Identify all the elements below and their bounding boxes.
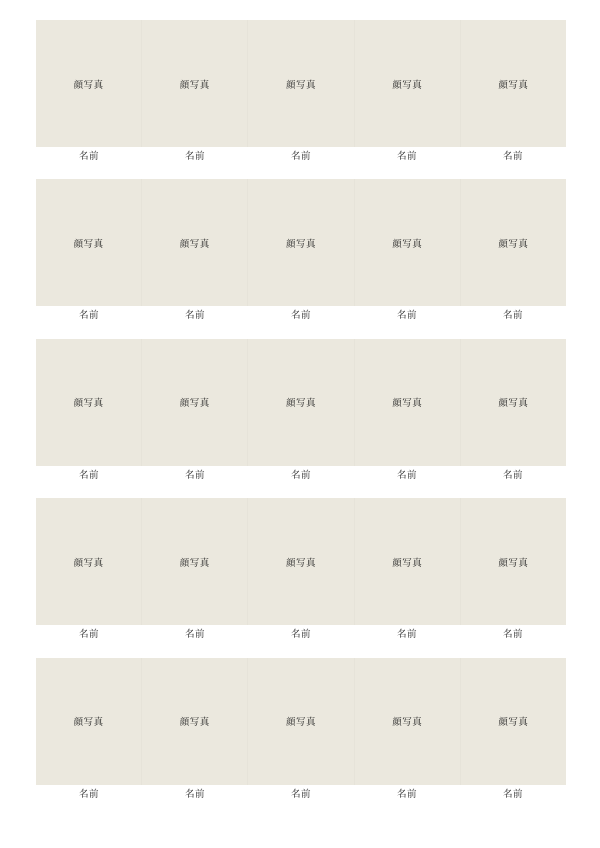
photo-placeholder-label: 顔写真 bbox=[73, 717, 104, 729]
photo-placeholder bbox=[36, 658, 142, 785]
name-field-label: 名前 bbox=[290, 629, 311, 641]
name-field bbox=[460, 785, 566, 801]
photo-placeholder bbox=[248, 498, 354, 625]
photo-placeholder bbox=[461, 339, 566, 466]
sheet-row bbox=[36, 20, 566, 179]
photo-placeholder bbox=[355, 20, 461, 147]
name-field bbox=[142, 306, 248, 322]
photo-placeholder-label: 顔写真 bbox=[179, 557, 210, 569]
photo-placeholder-label: 顔写真 bbox=[286, 717, 317, 729]
name-field bbox=[354, 147, 460, 163]
photo-placeholder-label: 顔写真 bbox=[498, 79, 529, 91]
name-field bbox=[460, 466, 566, 482]
name-field bbox=[248, 147, 354, 163]
name-field bbox=[248, 785, 354, 801]
name-field bbox=[142, 625, 248, 641]
photo-placeholder bbox=[142, 498, 248, 625]
photo-placeholder-label: 顔写真 bbox=[498, 557, 529, 569]
name-field-label: 名前 bbox=[184, 629, 205, 641]
name-field bbox=[36, 785, 142, 801]
name-field bbox=[354, 466, 460, 482]
name-field-label: 名前 bbox=[78, 469, 99, 481]
sheet-row bbox=[36, 339, 566, 498]
name-field-label: 名前 bbox=[502, 310, 523, 322]
photo-placeholder bbox=[36, 20, 142, 147]
name-field bbox=[142, 785, 248, 801]
name-field bbox=[354, 785, 460, 801]
name-field bbox=[248, 466, 354, 482]
name-field-label: 名前 bbox=[184, 469, 205, 481]
photo-placeholder bbox=[355, 339, 461, 466]
photo-placeholder-label: 顔写真 bbox=[392, 398, 423, 410]
name-strip bbox=[36, 785, 566, 801]
photo-placeholder-label: 顔写真 bbox=[179, 238, 210, 250]
name-field-label: 名前 bbox=[78, 629, 99, 641]
name-field-label: 名前 bbox=[396, 629, 417, 641]
name-field-label: 名前 bbox=[290, 788, 311, 800]
name-field-label: 名前 bbox=[78, 151, 99, 162]
photo-placeholder-label: 顔写真 bbox=[392, 238, 423, 250]
name-field bbox=[142, 147, 248, 163]
photo-placeholder-label: 顔写真 bbox=[179, 717, 210, 729]
photo-strip bbox=[36, 339, 566, 466]
photo-strip bbox=[36, 20, 566, 147]
sheet-row bbox=[36, 179, 566, 338]
photo-name-sheet bbox=[36, 20, 566, 817]
name-field-label: 名前 bbox=[502, 788, 523, 800]
photo-placeholder-label: 顔写真 bbox=[392, 79, 423, 91]
photo-placeholder-label: 顔写真 bbox=[286, 238, 317, 250]
photo-placeholder-label: 顔写真 bbox=[179, 398, 210, 410]
photo-placeholder bbox=[461, 498, 566, 625]
photo-strip bbox=[36, 658, 566, 785]
photo-placeholder bbox=[36, 339, 142, 466]
photo-placeholder bbox=[355, 658, 461, 785]
photo-placeholder-label: 顔写真 bbox=[73, 398, 104, 410]
name-field bbox=[248, 306, 354, 322]
photo-placeholder-label: 顔写真 bbox=[498, 398, 529, 410]
name-field bbox=[142, 466, 248, 482]
name-field bbox=[248, 625, 354, 641]
photo-placeholder bbox=[142, 339, 248, 466]
photo-placeholder-label: 顔写真 bbox=[392, 557, 423, 569]
photo-placeholder bbox=[355, 498, 461, 625]
photo-placeholder bbox=[461, 658, 566, 785]
name-field bbox=[460, 306, 566, 322]
name-field bbox=[354, 306, 460, 322]
name-field bbox=[460, 147, 566, 163]
name-field-label: 名前 bbox=[502, 469, 523, 481]
name-strip bbox=[36, 625, 566, 641]
photo-placeholder bbox=[142, 658, 248, 785]
photo-placeholder-label: 顔写真 bbox=[498, 717, 529, 729]
photo-placeholder bbox=[248, 658, 354, 785]
photo-placeholder-label: 顔写真 bbox=[286, 79, 317, 91]
name-field bbox=[36, 147, 142, 163]
name-field-label: 名前 bbox=[396, 310, 417, 322]
photo-placeholder-label: 顔写真 bbox=[498, 238, 529, 250]
photo-placeholder bbox=[36, 498, 142, 625]
photo-placeholder bbox=[36, 179, 142, 306]
photo-strip bbox=[36, 498, 566, 625]
photo-placeholder bbox=[248, 20, 354, 147]
name-strip bbox=[36, 306, 566, 322]
photo-placeholder-label: 顔写真 bbox=[286, 557, 317, 569]
name-field-label: 名前 bbox=[502, 629, 523, 641]
photo-placeholder bbox=[355, 179, 461, 306]
sheet-row bbox=[36, 498, 566, 657]
name-field bbox=[36, 625, 142, 641]
photo-placeholder-label: 顔写真 bbox=[179, 79, 210, 91]
name-strip bbox=[36, 466, 566, 482]
name-strip bbox=[36, 147, 566, 163]
photo-placeholder-label: 顔写真 bbox=[392, 717, 423, 729]
photo-placeholder bbox=[142, 20, 248, 147]
photo-strip bbox=[36, 179, 566, 306]
name-field bbox=[36, 306, 142, 322]
name-field-label: 名前 bbox=[396, 788, 417, 800]
name-field-label: 名前 bbox=[184, 788, 205, 800]
photo-placeholder bbox=[248, 339, 354, 466]
sheet-row bbox=[36, 658, 566, 817]
photo-placeholder-label: 顔写真 bbox=[73, 238, 104, 250]
name-field bbox=[36, 466, 142, 482]
name-field bbox=[460, 625, 566, 641]
photo-placeholder bbox=[142, 179, 248, 306]
name-field-label: 名前 bbox=[290, 151, 311, 162]
name-field-label: 名前 bbox=[396, 469, 417, 481]
photo-placeholder bbox=[248, 179, 354, 306]
name-field bbox=[354, 625, 460, 641]
name-field-label: 名前 bbox=[290, 310, 311, 322]
photo-placeholder-label: 顔写真 bbox=[73, 557, 104, 569]
name-field-label: 名前 bbox=[184, 310, 205, 322]
name-field-label: 名前 bbox=[184, 151, 205, 162]
name-field-label: 名前 bbox=[396, 151, 417, 162]
name-field-label: 名前 bbox=[502, 151, 523, 162]
photo-placeholder bbox=[461, 20, 566, 147]
photo-placeholder-label: 顔写真 bbox=[73, 79, 104, 91]
name-field-label: 名前 bbox=[290, 469, 311, 481]
name-field-label: 名前 bbox=[78, 788, 99, 800]
name-field-label: 名前 bbox=[78, 310, 99, 322]
photo-placeholder-label: 顔写真 bbox=[286, 398, 317, 410]
photo-placeholder bbox=[461, 179, 566, 306]
